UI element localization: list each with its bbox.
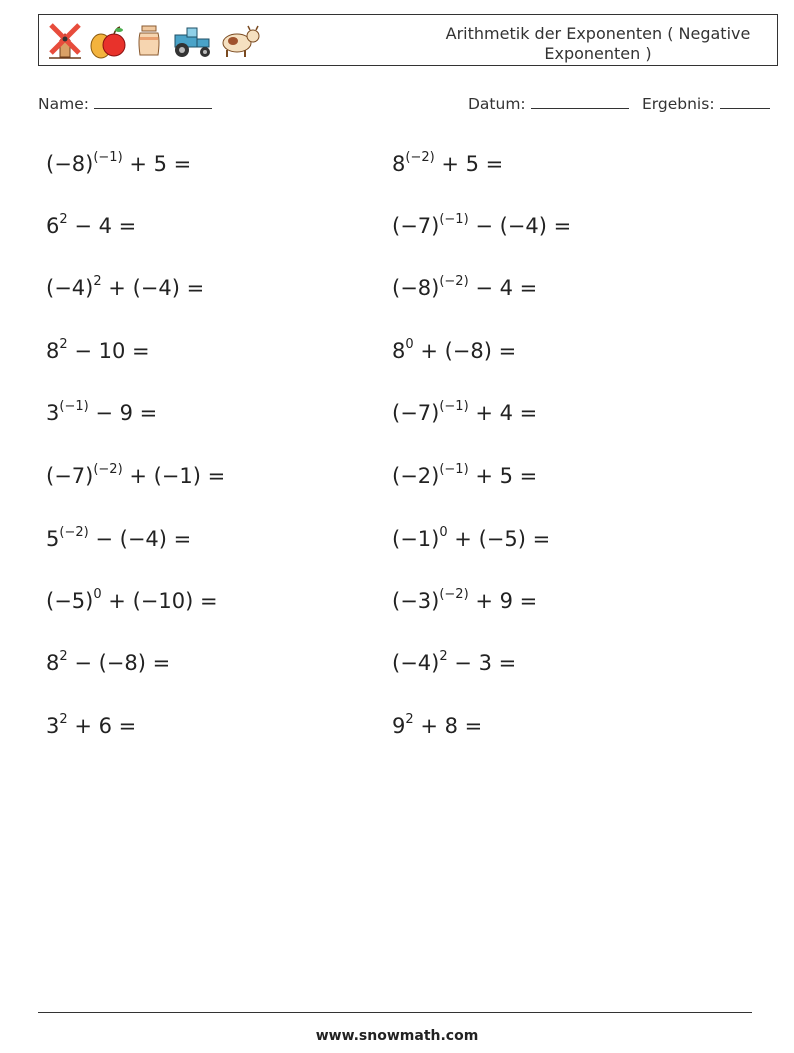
name-label: Name:: [38, 95, 89, 113]
worksheet-title: Arithmetik der Exponenten ( Negative Exponenten ): [445, 24, 751, 63]
problem-4: $(-7)^{(-1)} - (-4)$ =: [392, 212, 572, 238]
problem-14: $(-1)^0 + (-5)$ =: [392, 525, 551, 551]
name-field[interactable]: [38, 94, 212, 113]
problem-3: $6^2 - 4$ =: [46, 212, 137, 238]
date-label: Datum:: [468, 95, 526, 113]
problem-12: $(-2)^{(-1)} + 5$ =: [392, 462, 538, 488]
problem-7: $8^2 - 10$ =: [46, 337, 150, 363]
footer-divider: [38, 1012, 752, 1013]
fruit-icon: [87, 21, 129, 61]
problem-9: $3^{(-1)} - 9$ =: [46, 399, 158, 425]
problem-18: $(-4)^2 - 3$ =: [392, 649, 517, 675]
problem-11: $(-7)^{(-2)} + (-1)$ =: [46, 462, 226, 488]
footer-website: www.snowmath.com: [315, 1028, 479, 1044]
problem-8: $8^0 + (-8)$ =: [392, 337, 517, 363]
problem-15: $(-5)^0 + (-10)$ =: [46, 587, 218, 613]
problem-20: $9^2 + 8$ =: [392, 712, 483, 738]
result-field[interactable]: [642, 94, 770, 113]
problem-6: $(-8)^{(-2)} - 4$ =: [392, 274, 538, 300]
date-line[interactable]: [531, 94, 629, 109]
problem-1: $(-8)^{(-1)} + 5$ =: [46, 150, 192, 176]
jug-icon: [131, 21, 167, 61]
header-icons: [45, 20, 261, 62]
tractor-icon: [169, 21, 215, 61]
problem-19: $3^2 + 6$ =: [46, 712, 137, 738]
date-field[interactable]: [468, 94, 629, 113]
name-line[interactable]: [94, 94, 212, 109]
worksheet-header: [38, 14, 778, 66]
problem-10: $(-7)^{(-1)} + 4$ =: [392, 399, 538, 425]
windmill-icon: [45, 21, 85, 61]
problem-13: $5^{(-2)} - (-4)$ =: [46, 525, 192, 551]
problem-16: $(-3)^{(-2)} + 9$ =: [392, 587, 538, 613]
problem-5: $(-4)^2 + (-4)$ =: [46, 274, 205, 300]
problem-17: $8^2 - (-8)$ =: [46, 649, 171, 675]
result-line[interactable]: [720, 94, 770, 109]
problem-2: $8^{(-2)} + 5$ =: [392, 150, 504, 176]
cow-icon: [217, 21, 261, 61]
result-label: Ergebnis:: [642, 95, 715, 113]
